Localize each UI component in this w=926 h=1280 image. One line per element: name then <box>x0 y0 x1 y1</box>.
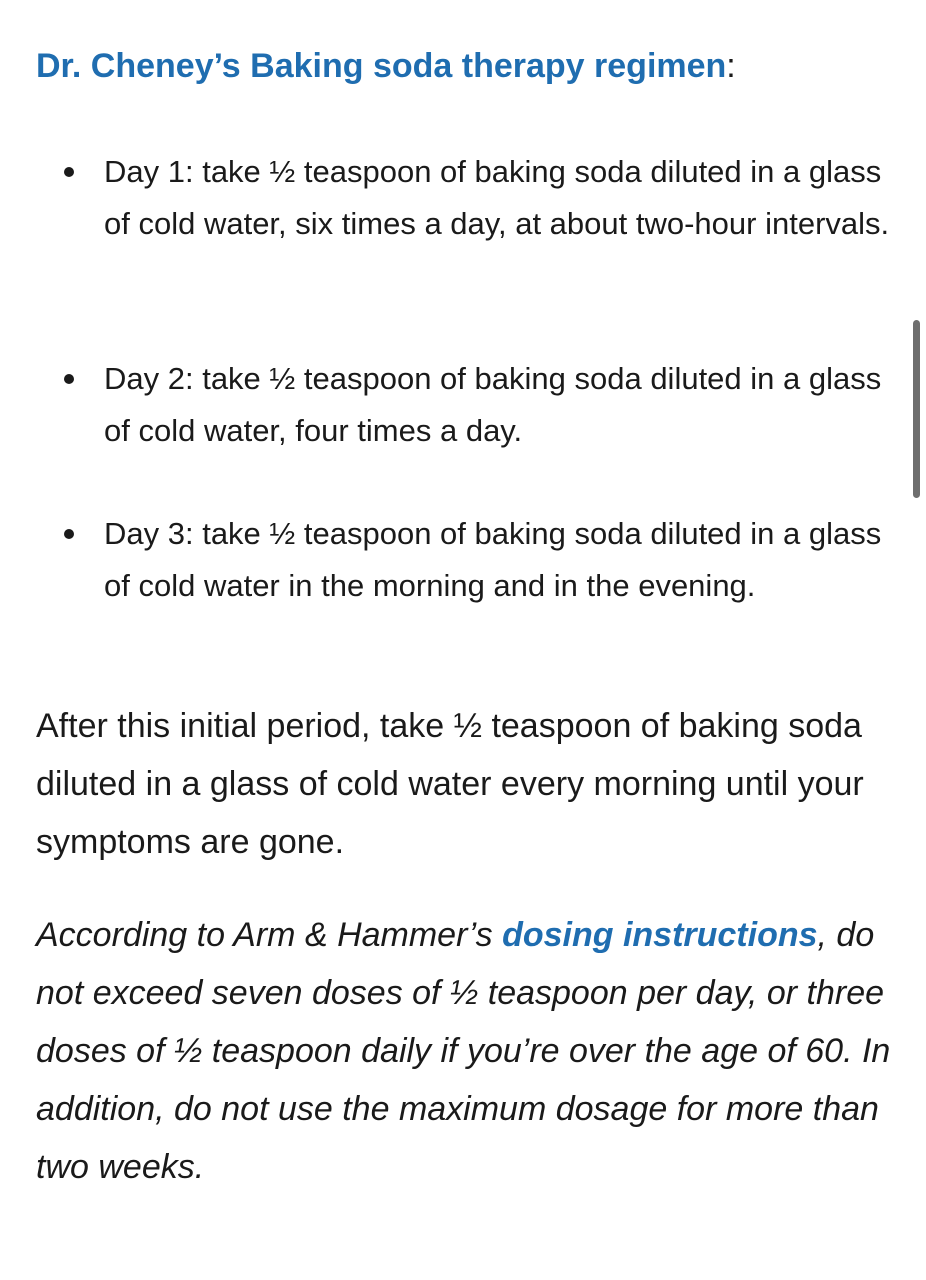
bullet-icon <box>64 374 74 384</box>
dosing-instructions-link[interactable]: dosing instructions <box>502 916 818 954</box>
regimen-day-1-text: Day 1: take ½ teaspoon of baking soda diluted in a glass of cold water, six times a day, at about two-hour intervals. <box>104 154 890 241</box>
regimen-day-3-text: Day 3: take ½ teaspoon of baking soda diluted in a glass of cold water in the morning and in the evening. <box>104 516 882 603</box>
list-item <box>104 353 904 457</box>
bullet-icon <box>64 529 74 539</box>
list-item <box>104 146 904 250</box>
regimen-day-2-text: Day 2: take ½ teaspoon of baking soda diluted in a glass of cold water, four times a day. <box>104 361 882 448</box>
warning-text-before-link: According to Arm & Hammer’s <box>36 916 503 954</box>
heading-colon: : <box>726 47 736 85</box>
dosing-warning-paragraph <box>36 906 906 1196</box>
after-period-paragraph: After this initial period, take ½ teaspoon of baking soda diluted in a glass of cold water every morning until your symptoms are gone. <box>36 707 864 861</box>
heading-title: Dr. Cheney’s Baking soda therapy regimen <box>36 47 727 85</box>
section-heading <box>36 42 736 90</box>
scrollbar-thumb[interactable] <box>913 320 920 498</box>
bullet-icon <box>64 167 74 177</box>
warning-text-after-link: , do not exceed seven doses of ½ teaspoon per day, or three doses of ½ teaspoon daily if you’re over the age of 60. In addition, do not use the maximum dosage for more than two weeks. <box>36 916 891 1186</box>
list-item <box>104 508 904 612</box>
